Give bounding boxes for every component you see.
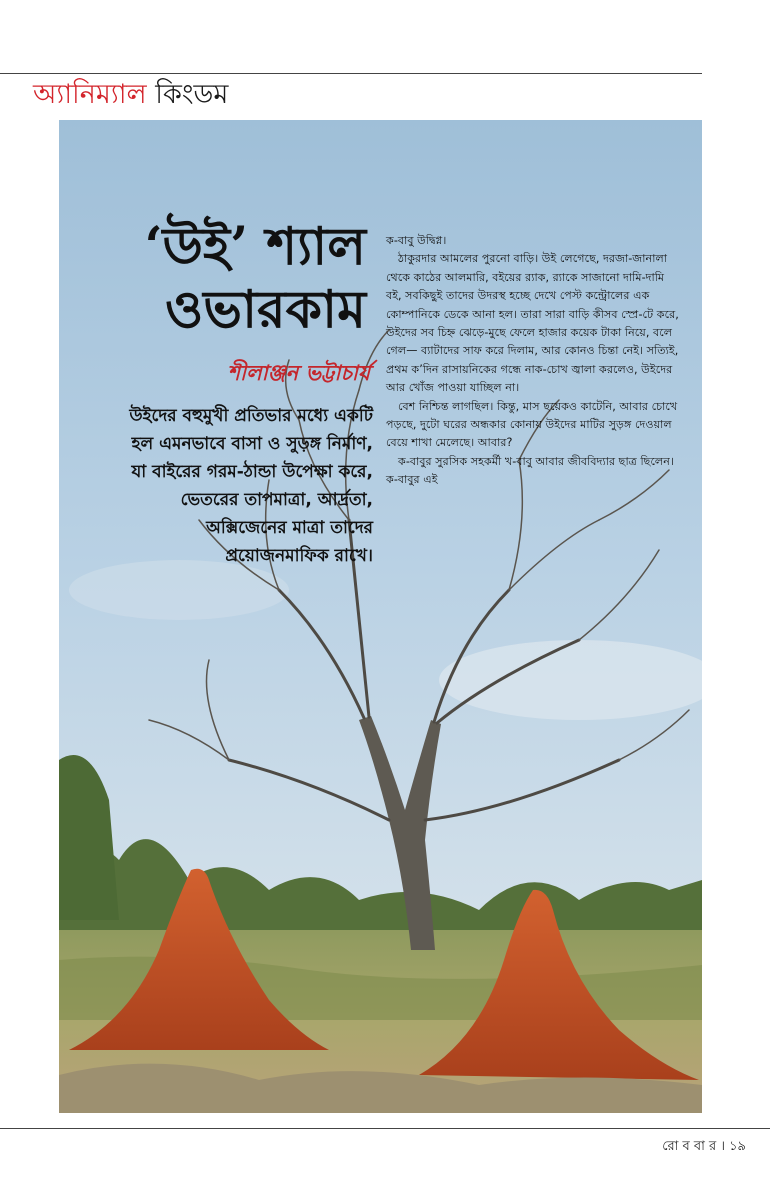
section-header (33, 78, 228, 112)
footer-rule (0, 1128, 770, 1129)
article-title (96, 215, 366, 341)
title-line-1: ‘উই’ শ্যাল (144, 216, 366, 277)
section-label-primary: অ্যানিম্যাল (33, 79, 147, 110)
body-paragraph-1: ক-বাবু উদ্বিগ্ন। (386, 234, 447, 247)
author-byline: শীলাঞ্জন ভট্টাচার্য (227, 360, 370, 385)
body-paragraph-4: ক-বাবুর সুরসিক সহকর্মী খ-বাবু আবার জীববিদ্যার ছাত্র ছিলেন। ক-বাবুর এই (386, 454, 674, 487)
body-paragraph-3: বেশ নিশ্চিন্ত লাগছিল। কিন্তু, মাস ছয়েকও কাটেনি, আবার চোখে পড়ছে, দুটো ঘরের অন্ধকার কোনায় উইদের মাটির সুড়ঙ্গ দেওয়াল বেয়ে শাখা মেলেছে। আবার? (386, 399, 678, 450)
page-footer: রো ব বা র । ১৯ (662, 1139, 746, 1154)
section-label-secondary: কিংডম (155, 79, 229, 110)
article-body (386, 232, 682, 490)
title-line-2: ওভারকাম (164, 279, 366, 340)
body-paragraph-2: ঠাকুরদার আমলের পুরনো বাড়ি। উই লেগেছে, দরজা-জানালা থেকে কাঠের আলমারি, বইয়ের র‌্যাক, র‌্যাকে সাজানো দামি-দামি বই, সবকিছুই তাদের উদরস্থ হচ্ছে দেখে পেস্ট কন্ট্রোলের এক কোম্পানিকে ডেকে আনা হল। তারা সারা বাড়ি কীসব স্প্রে-টে করে, উইদের সব চিহ্ন ঝেড়ে-মুছে ফেলে হাজার কয়েক টাকা নিয়ে, বলে গেল— ব্যাটাদের সাফ করে দিলাম, আর কোনও চিন্তা নেই। সত্যিই, প্রথম ক’দিন রাসায়নিকের গন্ধে নাক-চোখ জ্বালা করলেও, উইদের আর খোঁজ পাওয়া যাচ্ছিল না। (386, 252, 679, 395)
article-intro: উইদের বহুমুখী প্রতিভার মধ্যে একটি হল এমনভাবে বাসা ও সুড়ঙ্গ নির্মাণ, যা বাইরের গরম-ঠান্ডা উপেক্ষা করে, ভেতরের তাপমাত্রা, আর্দ্রতা, অক্সিজেনের মাত্রা তাদের প্রয়োজনমাফিক রাখে। (129, 406, 373, 566)
header-rule (0, 73, 702, 74)
